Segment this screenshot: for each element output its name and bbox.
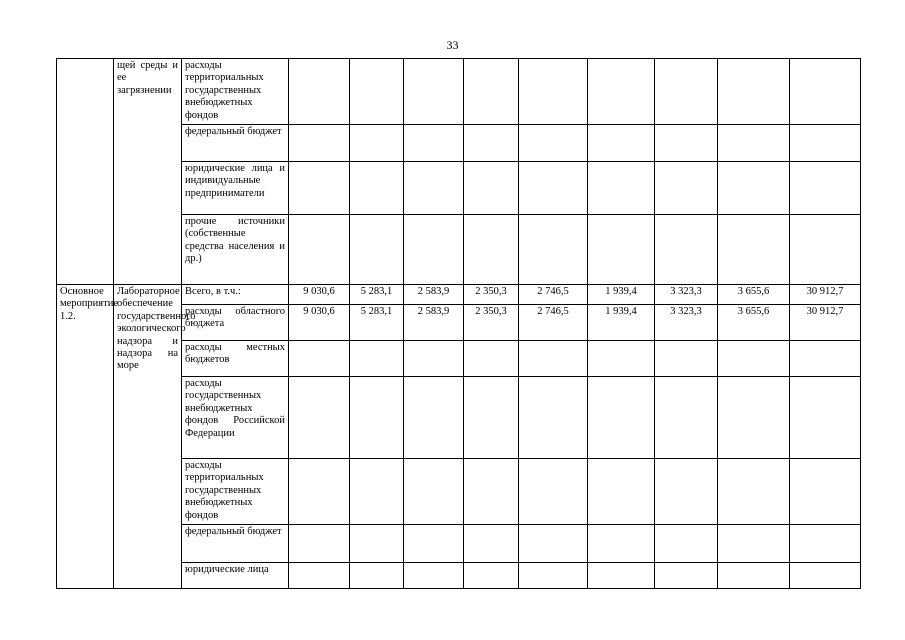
value-cell	[404, 59, 464, 125]
value-cell	[289, 377, 350, 459]
value-cell	[464, 459, 519, 525]
value-cell	[519, 525, 588, 563]
value-cell	[790, 525, 861, 563]
value-cell	[790, 563, 861, 589]
value-cell	[790, 125, 861, 162]
value-cell	[655, 162, 718, 215]
value-cell	[718, 162, 790, 215]
value-cell	[464, 125, 519, 162]
value-cell	[350, 162, 404, 215]
value-cell	[655, 125, 718, 162]
value-cell	[718, 459, 790, 525]
value-cell: 2 746,5	[519, 285, 588, 305]
budget-table-body	[57, 59, 861, 589]
measure-cell: Основное мероприятие 1.2.	[57, 285, 114, 589]
value-cell	[790, 59, 861, 125]
value-cell	[588, 563, 655, 589]
value-cell	[350, 459, 404, 525]
value-cell	[464, 162, 519, 215]
value-cell	[464, 215, 519, 285]
value-cell	[404, 215, 464, 285]
value-cell: 2 350,3	[464, 305, 519, 341]
value-cell: 30 912,7	[790, 285, 861, 305]
value-cell	[404, 459, 464, 525]
value-cell	[655, 215, 718, 285]
value-cell	[790, 341, 861, 377]
value-cell	[404, 341, 464, 377]
value-cell	[790, 162, 861, 215]
value-cell	[519, 125, 588, 162]
value-cell	[289, 59, 350, 125]
value-cell: 2 583,9	[404, 285, 464, 305]
value-cell: 9 030,6	[289, 285, 350, 305]
value-cell	[790, 215, 861, 285]
value-cell	[790, 459, 861, 525]
value-cell: 1 939,4	[588, 285, 655, 305]
value-cell: 3 655,6	[718, 305, 790, 341]
value-cell	[289, 563, 350, 589]
value-cell	[350, 125, 404, 162]
value-cell	[655, 459, 718, 525]
value-cell	[588, 59, 655, 125]
value-cell: 2 583,9	[404, 305, 464, 341]
value-cell	[655, 59, 718, 125]
value-cell	[464, 525, 519, 563]
value-cell: 2 746,5	[519, 305, 588, 341]
funding-source-cell: юридические лица и индивидуальные предприниматели	[182, 162, 289, 215]
value-cell	[519, 59, 588, 125]
value-cell	[519, 162, 588, 215]
value-cell	[519, 459, 588, 525]
value-cell	[289, 215, 350, 285]
value-cell	[289, 459, 350, 525]
value-cell: 1 939,4	[588, 305, 655, 341]
value-cell	[588, 459, 655, 525]
value-cell	[350, 341, 404, 377]
table-row	[57, 285, 861, 305]
value-cell	[519, 377, 588, 459]
value-cell: 30 912,7	[790, 305, 861, 341]
funding-source-cell: расходы территориальных государственных внебюджетных фондов	[182, 459, 289, 525]
value-cell	[519, 563, 588, 589]
value-cell	[350, 377, 404, 459]
value-cell	[588, 162, 655, 215]
value-cell	[790, 377, 861, 459]
value-cell: 3 323,3	[655, 305, 718, 341]
value-cell	[588, 125, 655, 162]
value-cell	[718, 59, 790, 125]
value-cell	[519, 341, 588, 377]
value-cell	[718, 563, 790, 589]
value-cell	[289, 125, 350, 162]
funding-source-cell: расходы местных бюджетов	[182, 341, 289, 377]
value-cell	[464, 59, 519, 125]
measure-cell	[57, 59, 114, 285]
measure-name-cell: щей среды и ее загрязнении	[114, 59, 182, 285]
value-cell	[655, 377, 718, 459]
funding-source-cell: прочие источники (собственные средства населения и др.)	[182, 215, 289, 285]
value-cell	[718, 125, 790, 162]
funding-source-cell: расходы областного бюджета	[182, 305, 289, 341]
value-cell	[655, 563, 718, 589]
value-cell	[718, 341, 790, 377]
value-cell	[718, 525, 790, 563]
value-cell	[655, 341, 718, 377]
value-cell	[588, 525, 655, 563]
value-cell: 3 655,6	[718, 285, 790, 305]
value-cell	[350, 59, 404, 125]
value-cell	[718, 215, 790, 285]
value-cell: 3 323,3	[655, 285, 718, 305]
funding-source-cell: Всего, в т.ч.:	[182, 285, 289, 305]
value-cell	[519, 215, 588, 285]
funding-source-cell: расходы государственных внебюджетных фондов Российской Федерации	[182, 377, 289, 459]
value-cell	[404, 377, 464, 459]
value-cell: 9 030,6	[289, 305, 350, 341]
table-row	[57, 59, 861, 125]
value-cell	[588, 377, 655, 459]
value-cell	[588, 341, 655, 377]
budget-table	[56, 58, 861, 589]
value-cell	[655, 525, 718, 563]
value-cell	[404, 525, 464, 563]
value-cell: 2 350,3	[464, 285, 519, 305]
funding-source-cell: федеральный бюджет	[182, 125, 289, 162]
funding-source-cell: расходы территориальных государственных внебюджетных фондов	[182, 59, 289, 125]
value-cell	[464, 377, 519, 459]
value-cell	[404, 563, 464, 589]
value-cell	[404, 125, 464, 162]
value-cell	[289, 162, 350, 215]
value-cell	[464, 563, 519, 589]
value-cell	[718, 377, 790, 459]
value-cell	[289, 525, 350, 563]
value-cell	[404, 162, 464, 215]
value-cell	[464, 341, 519, 377]
value-cell: 5 283,1	[350, 285, 404, 305]
page-number: 33	[446, 38, 459, 52]
value-cell	[350, 563, 404, 589]
value-cell	[350, 215, 404, 285]
value-cell	[350, 525, 404, 563]
value-cell	[289, 341, 350, 377]
value-cell: 5 283,1	[350, 305, 404, 341]
funding-source-cell: федеральный бюджет	[182, 525, 289, 563]
funding-source-cell: юридические лица	[182, 563, 289, 589]
measure-name-cell: Лабораторное обеспечение государственного экологического надзора и надзора на море	[114, 285, 182, 589]
value-cell	[588, 215, 655, 285]
